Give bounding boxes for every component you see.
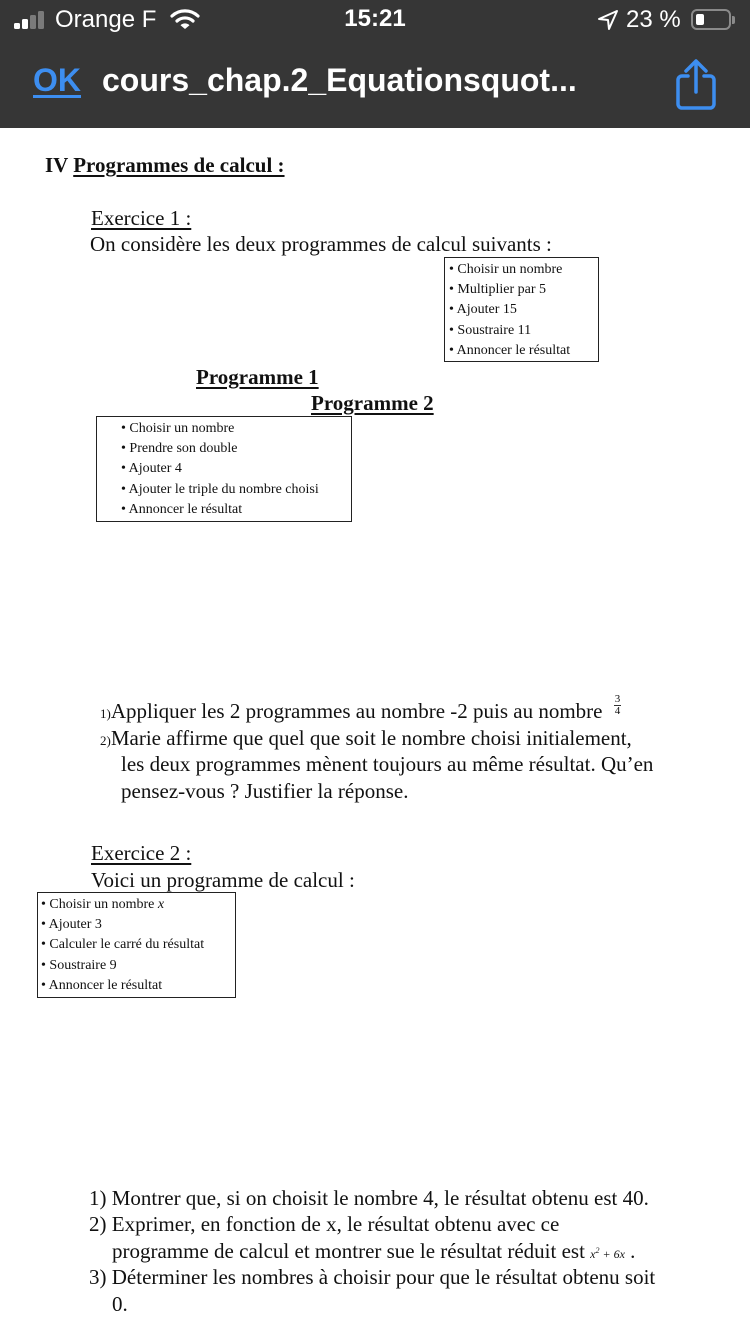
program-step: • Choisir un nombre [449, 262, 563, 277]
document-title: cours_chap.2_Equationsquot... [102, 62, 577, 98]
section-number: IV [45, 153, 68, 177]
exercise2-question-1: 1) Montrer que, si on choisit le nombre 4, le résultat obtenu est 40. [89, 1186, 649, 1210]
share-icon[interactable] [674, 56, 718, 117]
exercise2-question-2: 2) Exprimer, en fonction de x, le résultat obtenu avec ce [89, 1212, 560, 1236]
status-bar [0, 0, 750, 40]
ok-button[interactable]: OK [33, 62, 81, 98]
navigation-bar [0, 50, 750, 120]
exercise1-question-2: 2)Marie affirme que quel que soit le nombre choisi initialement, [100, 726, 632, 750]
program-step: • Annoncer le résultat [449, 342, 571, 358]
exercise2-question-3: 3) Déterminer les nombres à choisir pour que le résultat obtenu soit [89, 1265, 656, 1289]
fraction: $\frac{3}{4}$ [614, 692, 621, 717]
exercise2-intro: Voici un programme de calcul : [91, 868, 355, 892]
program-step: • Choisir un nombre [121, 421, 235, 436]
battery-percent: 23 % [626, 6, 681, 33]
program-step: • Annoncer le résultat [41, 977, 163, 993]
program-step: • Ajouter le triple du nombre choisi [121, 481, 319, 497]
section-title: Programmes de calcul : [73, 153, 285, 177]
exercise2-title: Exercice 2 : [91, 841, 192, 865]
program-step: • Prendre son double [121, 441, 238, 457]
program1-label: Programme 1 [196, 365, 319, 389]
program-step: • Ajouter 15 [449, 302, 517, 318]
program-step: • Calculer le carré du résultat [41, 937, 205, 953]
math-expression: $x^2 + 6x$ [590, 1246, 625, 1261]
exercise2-question-3-line2: 0. [112, 1292, 128, 1316]
clock: 15:21 [344, 5, 406, 32]
program-step: • Soustraire 11 [449, 322, 532, 338]
exercise1-question-2-line3: pensez-vous ? Justifier la réponse. [121, 779, 409, 803]
exercise1-question-2-line2: les deux programmes mènent toujours au même résultat. Qu’en [121, 752, 654, 776]
carrier-name: Orange F [55, 6, 157, 33]
exercise1-title: Exercice 1 : [91, 206, 192, 230]
program-box-bottom [96, 416, 352, 522]
program-step: • Ajouter 4 [121, 461, 182, 477]
program-step: • Annoncer le résultat [121, 501, 243, 517]
battery-icon [691, 9, 731, 30]
program-step: • Multiplier par 5 [449, 282, 547, 298]
program-step: • Soustraire 9 [41, 957, 117, 973]
exercise1-question-1: 1)Appliquer les 2 programmes au nombre -2 puis au nombre $\frac{3}{4}$ [100, 692, 621, 723]
program-step: • Choisir un nombre x [41, 897, 165, 912]
exercise1-intro: On considère les deux programmes de calcul suivants : [90, 232, 552, 256]
program-box-exercise2 [37, 892, 236, 998]
section-heading [45, 153, 285, 178]
program2-label: Programme 2 [311, 391, 434, 415]
location-arrow-icon [597, 9, 619, 36]
top-bar [0, 0, 750, 128]
exercise2-question-2-line2: programme de calcul et montrer sue le résultat réduit est $x^2 + 6x$ . [112, 1239, 636, 1263]
document-page [0, 128, 750, 1334]
program-box-top [444, 257, 599, 362]
program-step: • Ajouter 3 [41, 917, 102, 933]
